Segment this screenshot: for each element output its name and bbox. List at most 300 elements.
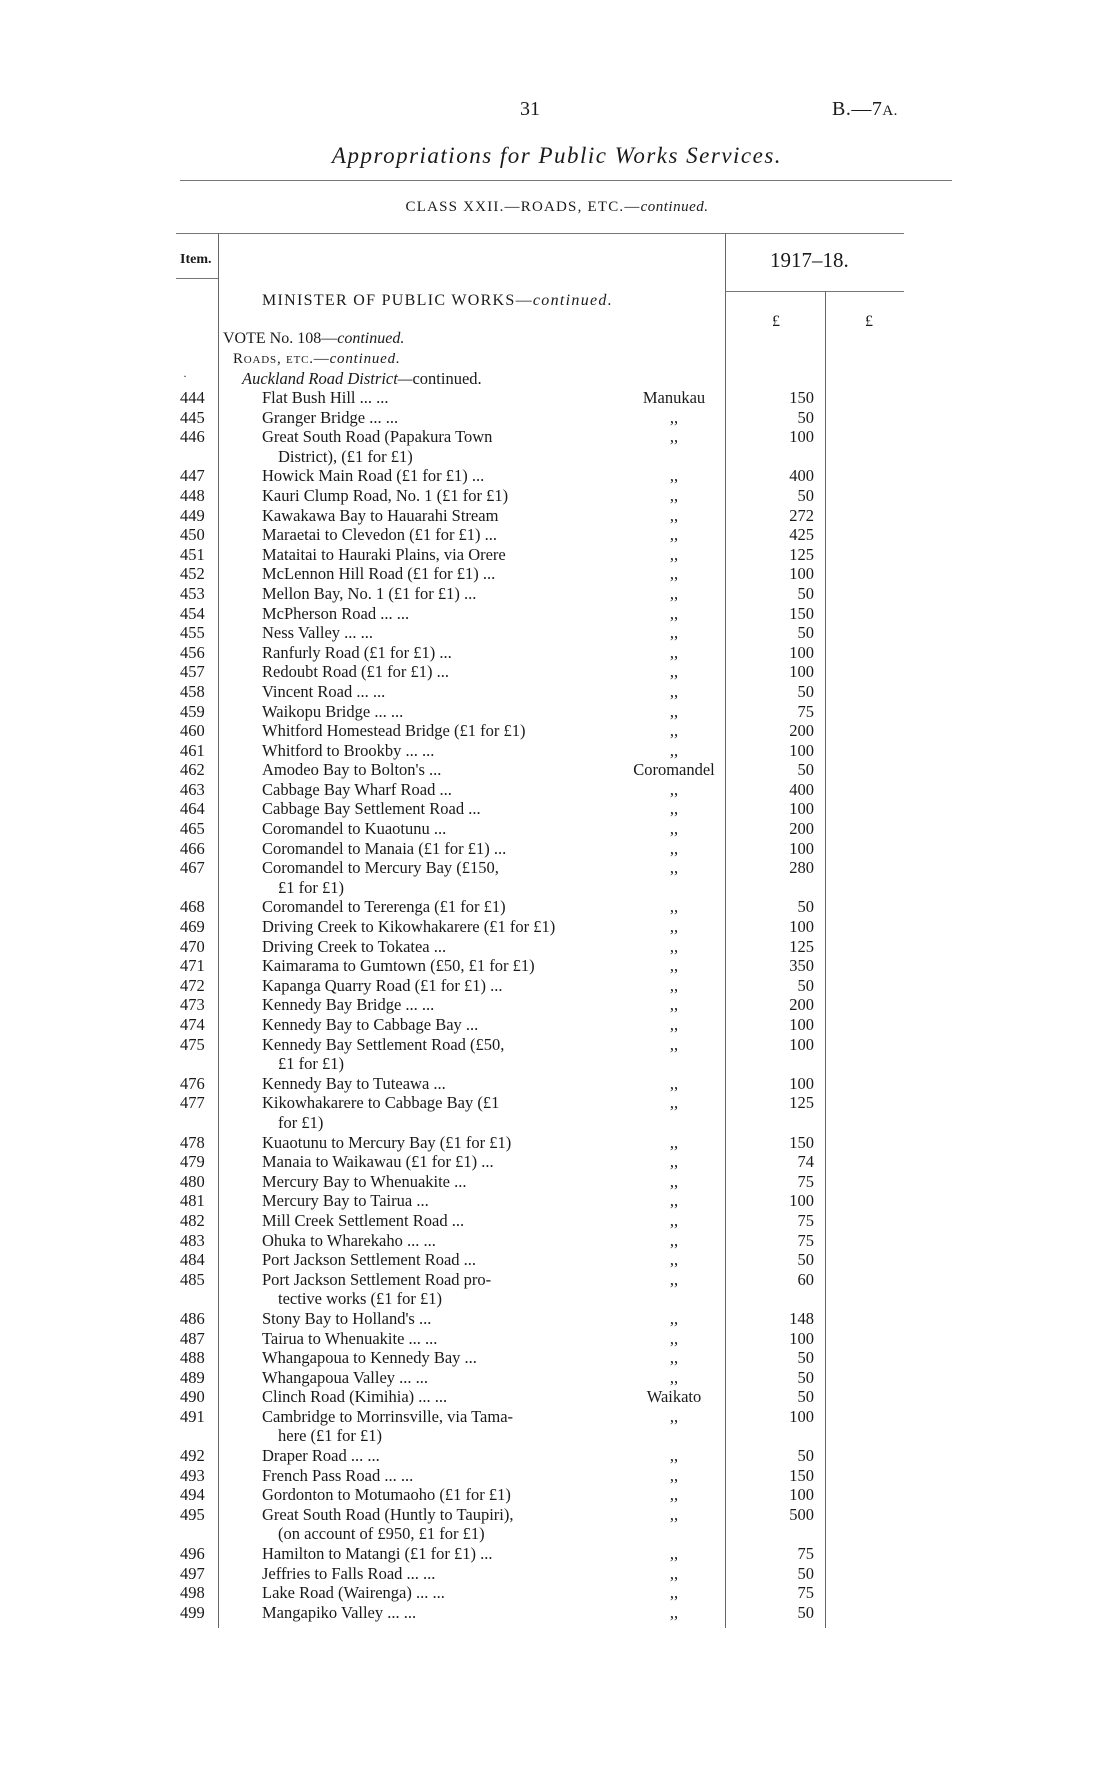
item-number: 484 (180, 1250, 205, 1270)
description-line: Mataitai to Hauraki Plains, via Orere (262, 544, 506, 564)
amount-value: 50 (797, 407, 814, 427)
table-row (0, 1505, 1114, 1544)
table-row (0, 1485, 1114, 1505)
amount-value: 50 (797, 623, 814, 643)
item-description (262, 1544, 624, 1564)
description-line: Redoubt Road (£1 for £1) ... (262, 662, 449, 682)
table-row (0, 525, 1114, 545)
description-line: Kennedy Bay Bridge ... ... (262, 995, 435, 1015)
table-row (0, 643, 1114, 663)
item-number: 473 (180, 995, 205, 1015)
item-number: 476 (180, 1073, 205, 1093)
description-line: Kennedy Bay Settlement Road (£50, (262, 1034, 505, 1054)
item-number: 462 (180, 760, 205, 780)
item-number: 449 (180, 505, 205, 525)
district-name: ,, (669, 956, 679, 976)
district-name: ,, (669, 1250, 679, 1270)
item-description (262, 564, 624, 584)
district-suffix: continued. (412, 369, 482, 388)
amount-value: 75 (797, 701, 814, 721)
district-name: ,, (669, 525, 679, 545)
description-line: Lake Road (Wairenga) ... ... (262, 1583, 445, 1603)
description-line: Ness Valley ... ... (262, 623, 374, 643)
item-description (262, 741, 624, 761)
district-name: ,, (669, 623, 679, 643)
district-name: ,, (669, 603, 679, 623)
district-name: ,, (669, 897, 679, 917)
table-row (0, 427, 1114, 466)
table-row (0, 1368, 1114, 1388)
item-number: 447 (180, 466, 205, 486)
description-line: McLennon Hill Road (£1 for £1) ... (262, 564, 496, 584)
item-number: 479 (180, 1152, 205, 1172)
district-heading (242, 369, 482, 389)
minister-prefix: MINISTER OF PUBLIC WORKS— (262, 292, 533, 309)
district-name: Auckland Road District— (242, 369, 413, 388)
description-continuation: (on account of £950, £1 for £1) (278, 1524, 485, 1544)
table-row (0, 1407, 1114, 1446)
table-row (0, 604, 1114, 624)
amount-value: 350 (789, 956, 814, 976)
table-row (0, 1603, 1114, 1623)
district-name: ,, (669, 1465, 679, 1485)
district-name: ,, (669, 799, 679, 819)
table-row (0, 486, 1114, 506)
item-number: 466 (180, 838, 205, 858)
district-name: ,, (669, 1367, 679, 1387)
item-description (262, 956, 624, 976)
table-row (0, 545, 1114, 565)
item-header-rule (176, 278, 218, 279)
district-name: ,, (669, 917, 679, 937)
amount-value: 500 (789, 1504, 814, 1524)
amount-value: 100 (789, 1015, 814, 1034)
description-line: Tairua to Whenuakite ... ... (262, 1328, 438, 1348)
year-header-rule (725, 291, 904, 292)
description-line: Great South Road (Huntly to Taupiri), (262, 1504, 514, 1524)
item-number: 483 (180, 1230, 205, 1250)
item-description (262, 1564, 624, 1584)
item-number: 492 (180, 1446, 205, 1466)
description-line: Port Jackson Settlement Road pro- (262, 1269, 492, 1289)
district-name: ,, (669, 466, 679, 486)
year-column-header: 1917–18. (770, 248, 849, 272)
description-line: Coromandel to Tererenga (£1 for £1) (262, 897, 506, 917)
table-row (0, 937, 1114, 957)
description-line: McPherson Road ... ... (262, 603, 410, 623)
amount-value: 200 (789, 819, 814, 839)
amount-value: 150 (789, 1465, 814, 1485)
margin-dot: · (183, 369, 187, 383)
amount-value: 100 (789, 564, 814, 584)
district-name: ,, (669, 1602, 679, 1622)
table-row (0, 1348, 1114, 1368)
table-row (0, 721, 1114, 741)
item-number: 465 (180, 819, 205, 839)
item-description (262, 604, 624, 624)
description-line: Kaimarama to Gumtown (£50, £1 for £1) (262, 956, 535, 976)
description-line: Coromandel to Mercury Bay (£150, (262, 858, 499, 878)
item-number: 454 (180, 603, 205, 623)
item-description (262, 1152, 624, 1172)
table-row (0, 1250, 1114, 1270)
description-line: Howick Main Road (£1 for £1) ... (262, 466, 485, 486)
district-name: ,, (669, 779, 679, 799)
vote-heading (223, 330, 404, 348)
item-description (262, 1466, 624, 1486)
item-number: 463 (180, 779, 205, 799)
description-line: Kauri Clump Road, No. 1 (£1 for £1) (262, 485, 509, 505)
item-number: 482 (180, 1210, 205, 1230)
item-number: 464 (180, 799, 205, 819)
amount-value: 100 (789, 1191, 814, 1211)
item-number: 445 (180, 407, 205, 427)
item-description (262, 1270, 624, 1309)
item-description (262, 858, 624, 897)
amount-value: 100 (789, 427, 814, 447)
table-row (0, 1035, 1114, 1074)
page-number: 31 (520, 98, 540, 120)
class-prefix: CLASS XXII.—ROADS, ETC.— (405, 199, 641, 215)
district-name: Coromandel (633, 760, 715, 780)
item-description (262, 721, 624, 741)
amount-value: 50 (797, 1563, 814, 1583)
amount-value: 100 (789, 838, 814, 858)
description-line: Kikowhakarere to Cabbage Bay (£1 (262, 1093, 500, 1113)
item-number: 489 (180, 1367, 205, 1387)
table-row (0, 1133, 1114, 1153)
minister-heading (262, 292, 613, 310)
description-continuation: £1 for £1) (278, 877, 344, 897)
table-row (0, 682, 1114, 702)
district-name: ,, (669, 544, 679, 564)
description-line: Cabbage Bay Settlement Road ... (262, 799, 481, 819)
table-row (0, 1446, 1114, 1466)
item-description (262, 1485, 624, 1505)
table-row (0, 662, 1114, 682)
description-line: Jeffries to Falls Road ... ... (262, 1563, 436, 1583)
district-name: ,, (669, 1583, 679, 1603)
district-name: ,, (669, 1152, 679, 1172)
description-line: Kawakawa Bay to Hauarahi Stream (262, 505, 499, 525)
amount-value: 60 (797, 1269, 814, 1289)
district-name: ,, (669, 975, 679, 995)
item-description (262, 388, 624, 408)
amount-value: 425 (789, 525, 814, 545)
table-row (0, 956, 1114, 976)
description-line: Whangapoua to Kennedy Bay ... (262, 1348, 477, 1368)
item-description (262, 780, 624, 800)
table-row (0, 897, 1114, 917)
district-name: ,, (669, 1328, 679, 1348)
item-description (262, 1231, 624, 1251)
district-name: ,, (669, 681, 679, 701)
district-name: ,, (669, 564, 679, 584)
item-number: 455 (180, 623, 205, 643)
amount-value: 50 (797, 485, 814, 505)
district-name: ,, (669, 1563, 679, 1583)
description-continuation: tective works (£1 for £1) (278, 1289, 443, 1309)
table-row (0, 564, 1114, 584)
description-line: Mill Creek Settlement Road ... (262, 1210, 465, 1230)
item-description (262, 486, 624, 506)
item-description (262, 1172, 624, 1192)
item-number: 452 (180, 564, 205, 584)
item-number: 456 (180, 642, 205, 662)
amount-value: 100 (789, 799, 814, 819)
item-description (262, 408, 624, 428)
item-number: 450 (180, 525, 205, 545)
amount-value: 200 (789, 995, 814, 1015)
item-number: 468 (180, 897, 205, 917)
document-reference (832, 98, 898, 121)
item-number: 460 (180, 721, 205, 741)
item-description (262, 1211, 624, 1231)
district-name: ,, (669, 505, 679, 525)
description-continuation: District), (£1 for £1) (278, 446, 413, 466)
district-name: ,, (669, 583, 679, 603)
district-name: ,, (669, 642, 679, 662)
item-number: 499 (180, 1602, 205, 1622)
district-name: ,, (669, 1093, 679, 1113)
item-number: 458 (180, 681, 205, 701)
item-description (262, 1348, 624, 1368)
item-description (262, 427, 624, 466)
item-number: 480 (180, 1171, 205, 1191)
item-number: 495 (180, 1504, 205, 1524)
item-description (262, 1446, 624, 1466)
amount-value: 74 (797, 1152, 814, 1172)
amount-value: 75 (797, 1230, 814, 1250)
table-row (0, 917, 1114, 937)
table-row (0, 780, 1114, 800)
table-row (0, 760, 1114, 780)
description-line: Whitford Homestead Bridge (£1 for £1) (262, 721, 526, 741)
description-line: Ranfurly Road (£1 for £1) ... (262, 642, 452, 662)
item-number: 470 (180, 936, 205, 956)
table-row (0, 1231, 1114, 1251)
item-description (262, 1250, 624, 1270)
item-description (262, 799, 624, 819)
district-name: ,, (669, 838, 679, 858)
item-description (262, 976, 624, 996)
description-line: Draper Road ... ... (262, 1446, 380, 1466)
description-continuation: here (£1 for £1) (278, 1426, 382, 1446)
item-number: 453 (180, 583, 205, 603)
description-line: Flat Bush Hill ... ... (262, 388, 389, 407)
district-name: ,, (669, 485, 679, 505)
item-number: 457 (180, 662, 205, 682)
table-row (0, 506, 1114, 526)
item-description (262, 1329, 624, 1349)
description-line: Driving Creek to Tokatea ... (262, 936, 447, 956)
table-row (0, 1466, 1114, 1486)
description-line: Cabbage Bay Wharf Road ... (262, 779, 452, 799)
description-line: Waikopu Bridge ... ... (262, 701, 404, 721)
amount-value: 100 (789, 1406, 814, 1426)
district-name: ,, (669, 1269, 679, 1289)
district-name: ,, (669, 1034, 679, 1054)
district-name: ,, (669, 1446, 679, 1466)
amount-value: 50 (797, 1602, 814, 1622)
table-row (0, 1564, 1114, 1584)
item-description (262, 897, 624, 917)
amount-value: 50 (797, 1387, 814, 1407)
item-number: 487 (180, 1328, 205, 1348)
description-line: Hamilton to Matangi (£1 for £1) ... (262, 1544, 493, 1564)
table-top-rule (176, 233, 904, 234)
amount-value: 100 (789, 1073, 814, 1093)
district-name: ,, (669, 1348, 679, 1368)
table-row (0, 1074, 1114, 1094)
vote-suffix: continued. (337, 330, 405, 347)
roads-heading (233, 351, 401, 368)
description-line: Granger Bridge ... ... (262, 407, 399, 427)
amount-value: 148 (789, 1308, 814, 1328)
district-name: ,, (669, 858, 679, 878)
item-description (262, 623, 624, 643)
district-name: ,, (669, 1230, 679, 1250)
amount-value: 125 (789, 544, 814, 564)
amount-value: 280 (789, 858, 814, 878)
table-row (0, 1093, 1114, 1132)
description-line: Stony Bay to Holland's ... (262, 1308, 432, 1328)
item-number: 472 (180, 975, 205, 995)
amount-value: 75 (797, 1583, 814, 1603)
description-line: Kuaotunu to Mercury Bay (£1 for £1) (262, 1132, 512, 1152)
item-description (262, 643, 624, 663)
table-row (0, 1270, 1114, 1309)
district-name: ,, (669, 1073, 679, 1093)
table-row (0, 1211, 1114, 1231)
item-description (262, 702, 624, 722)
item-description (262, 1583, 624, 1603)
item-description (262, 682, 624, 702)
item-description (262, 1035, 624, 1074)
item-number: 494 (180, 1485, 205, 1505)
description-line: Clinch Road (Kimihia) ... ... (262, 1387, 448, 1407)
description-line: Maraetai to Clevedon (£1 for £1) ... (262, 525, 498, 545)
district-name: ,, (669, 1191, 679, 1211)
table-row (0, 1309, 1114, 1329)
item-description (262, 1309, 624, 1329)
table-row (0, 1544, 1114, 1564)
district-name: ,, (669, 1015, 679, 1034)
district-name: ,, (669, 995, 679, 1015)
amount-value: 400 (789, 779, 814, 799)
roads-prefix: Roads, etc.— (233, 351, 330, 367)
item-description (262, 1505, 624, 1544)
district-name: ,, (669, 407, 679, 427)
item-description (262, 819, 624, 839)
item-description (262, 584, 624, 604)
item-number: 469 (180, 917, 205, 937)
description-line: French Pass Road ... ... (262, 1465, 414, 1485)
district-name: ,, (669, 936, 679, 956)
table-row (0, 1172, 1114, 1192)
pound-sign-first: £ (772, 313, 780, 330)
amount-value: 200 (789, 721, 814, 741)
district-name: ,, (669, 1504, 679, 1524)
district-name: ,, (669, 1544, 679, 1564)
description-line: Manaia to Waikawau (£1 for £1) ... (262, 1152, 494, 1172)
class-suffix: continued. (640, 199, 709, 215)
item-column-header: Item. (180, 252, 212, 267)
description-line: Vincent Road ... ... (262, 681, 386, 701)
district-name: ,, (669, 427, 679, 447)
amount-value: 50 (797, 975, 814, 995)
description-line: Kennedy Bay to Tuteawa ... (262, 1073, 446, 1093)
amount-value: 50 (797, 1250, 814, 1270)
district-name: ,, (669, 1132, 679, 1152)
description-line: Amodeo Bay to Bolton's ... (262, 760, 442, 780)
description-continuation: for £1) (278, 1112, 324, 1132)
amount-value: 50 (797, 1348, 814, 1368)
item-number: 498 (180, 1583, 205, 1603)
table-row (0, 623, 1114, 643)
district-name: ,, (669, 1171, 679, 1191)
district-name: Waikato (646, 1387, 702, 1407)
table-row (0, 819, 1114, 839)
vote-prefix: VOTE No. 108— (223, 330, 338, 347)
item-description (262, 839, 624, 859)
amount-value: 150 (789, 603, 814, 623)
district-name: ,, (669, 1406, 679, 1426)
table-row (0, 976, 1114, 996)
amount-value: 100 (789, 1328, 814, 1348)
table-row (0, 995, 1114, 1015)
description-continuation: £1 for £1) (278, 1054, 344, 1074)
item-number: 490 (180, 1387, 205, 1407)
description-line: Mellon Bay, No. 1 (£1 for £1) ... (262, 583, 477, 603)
table-row (0, 839, 1114, 859)
item-number: 496 (180, 1544, 205, 1564)
item-description (262, 1191, 624, 1211)
item-description (262, 917, 624, 937)
item-number: 491 (180, 1406, 205, 1426)
amount-value: 100 (789, 642, 814, 662)
description-line: Kennedy Bay to Cabbage Bay ... (262, 1015, 479, 1034)
table-row (0, 466, 1114, 486)
item-number: 471 (180, 956, 205, 976)
item-description (262, 466, 624, 486)
item-description (262, 995, 624, 1015)
table-row (0, 799, 1114, 819)
table-row (0, 1329, 1114, 1349)
description-line: Coromandel to Manaia (£1 for £1) ... (262, 838, 507, 858)
item-description (262, 662, 624, 682)
table-row (0, 1191, 1114, 1211)
description-line: Gordonton to Motumaoho (£1 for £1) (262, 1485, 511, 1505)
description-line: Cambridge to Morrinsville, via Tama- (262, 1406, 514, 1426)
item-number: 481 (180, 1191, 205, 1211)
amount-value: 75 (797, 1171, 814, 1191)
roads-suffix: continued. (329, 351, 401, 367)
amount-value: 125 (789, 1093, 814, 1113)
item-description (262, 760, 624, 780)
appropriation-rows (0, 388, 1114, 1622)
district-name: ,, (669, 1210, 679, 1230)
description-line: Ohuka to Wharekaho ... ... (262, 1230, 436, 1250)
description-line: Whangapoua Valley ... ... (262, 1367, 429, 1387)
amount-value: 400 (789, 466, 814, 486)
table-row (0, 1152, 1114, 1172)
district-name: ,, (669, 1485, 679, 1505)
description-line: Whitford to Brookby ... ... (262, 740, 435, 760)
item-number: 493 (180, 1465, 205, 1485)
district-name: Manukau (642, 388, 706, 407)
table-row (0, 388, 1114, 408)
